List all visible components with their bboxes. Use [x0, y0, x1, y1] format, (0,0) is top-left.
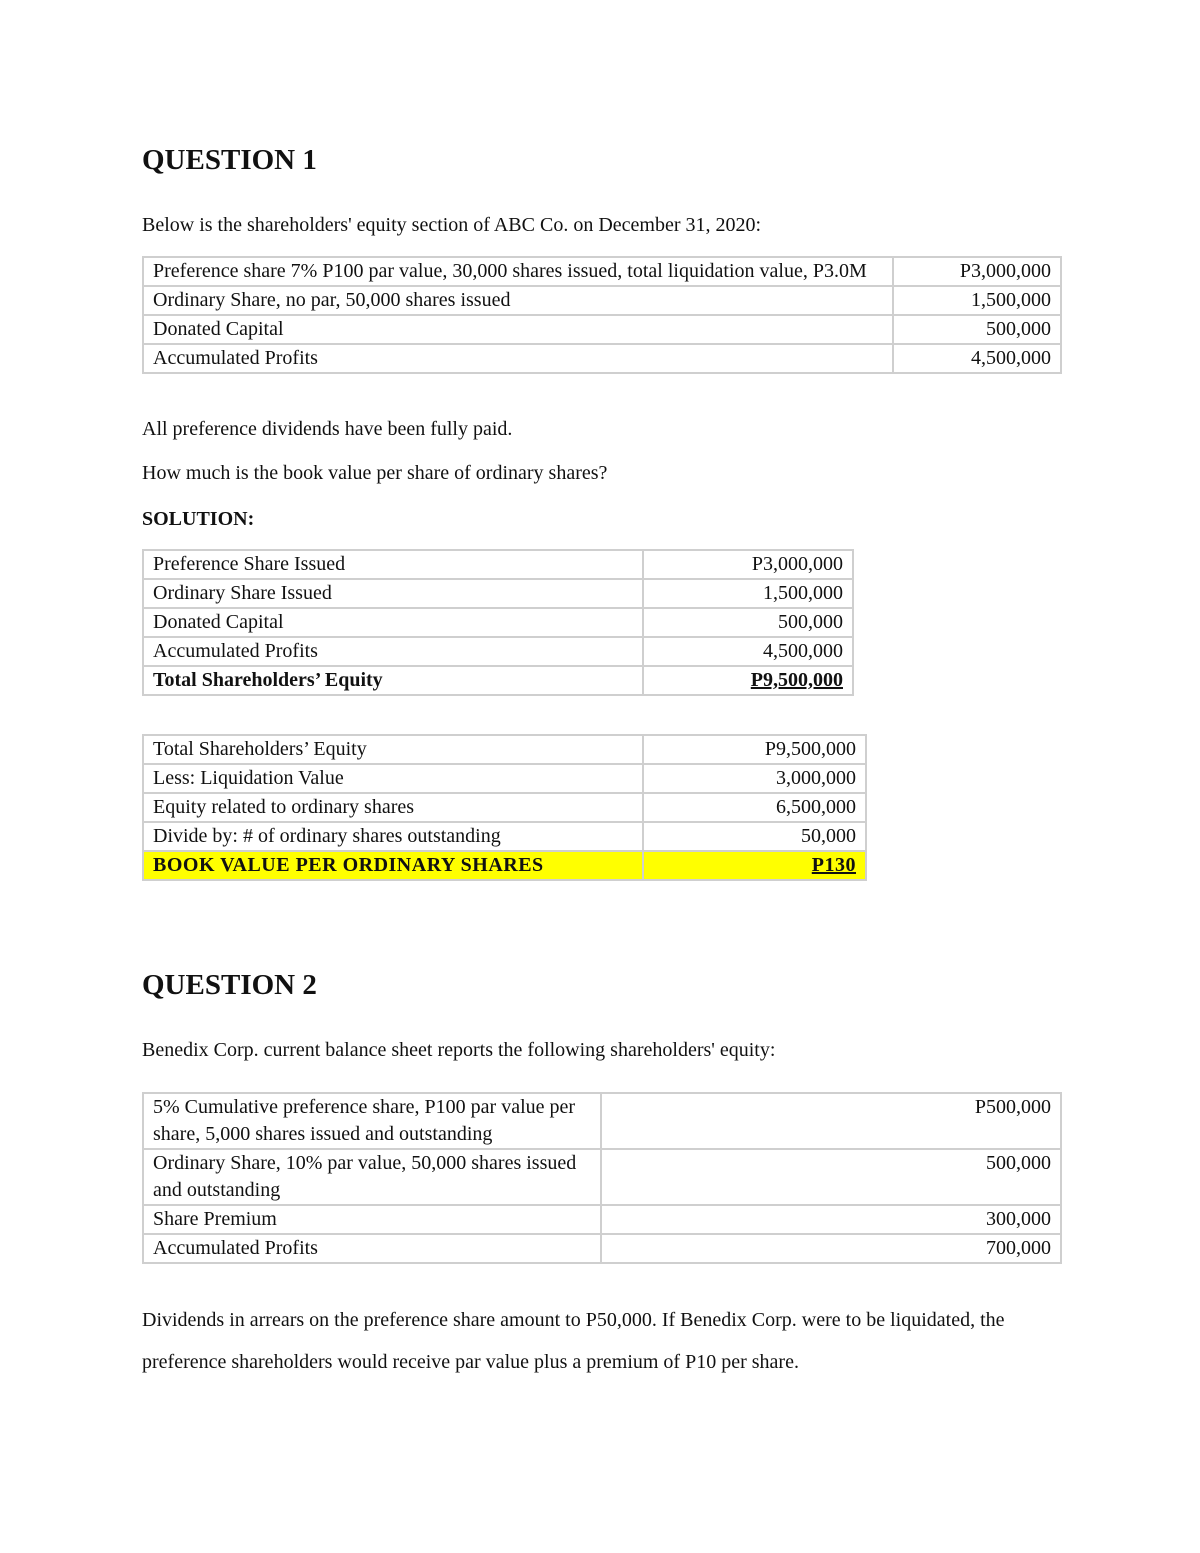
table-row — [143, 764, 866, 793]
table-row — [143, 579, 853, 608]
table-row — [143, 1205, 1061, 1234]
table-row — [143, 1093, 1061, 1149]
row-label: Accumulated Profits — [143, 344, 893, 373]
table-row — [143, 315, 1061, 344]
row-value: P3,000,000 — [643, 550, 853, 579]
row-value: 500,000 — [893, 315, 1061, 344]
row-value: P3,000,000 — [893, 257, 1061, 286]
row-value: P9,500,000 — [643, 735, 866, 764]
table-row — [143, 1234, 1061, 1263]
book-value-answer: P130 — [643, 851, 866, 880]
q2-paragraph: Dividends in arrears on the preference share amount to P50,000. If Benedix Corp. were to be liquidated, the preference shareholders would receive par value plus a premium of P10 per share. — [142, 1309, 1005, 1373]
question-1-intro: Below is the shareholders' equity section of ABC Co. on December 31, 2020: — [142, 214, 762, 236]
row-label: Donated Capital — [143, 315, 893, 344]
row-label: 5% Cumulative preference share, P100 par value per share, 5,000 shares issued and outstanding — [143, 1093, 601, 1149]
row-label: Preference Share Issued — [143, 550, 643, 579]
row-label: Ordinary Share Issued — [143, 579, 643, 608]
row-label: Equity related to ordinary shares — [143, 793, 643, 822]
row-value: P500,000 — [601, 1093, 1061, 1149]
table-row — [143, 286, 1061, 315]
row-value: 3,000,000 — [643, 764, 866, 793]
row-label: Accumulated Profits — [143, 1234, 601, 1263]
table-row — [143, 735, 866, 764]
table-row — [143, 822, 866, 851]
row-label: Total Shareholders’ Equity — [143, 735, 643, 764]
solution-table-1 — [142, 549, 854, 696]
table-row — [143, 666, 853, 695]
q2-equity-table — [142, 1092, 1062, 1264]
highlight-row — [143, 851, 866, 880]
row-value: 1,500,000 — [643, 579, 853, 608]
row-value: 300,000 — [601, 1205, 1061, 1234]
q1-equity-table — [142, 256, 1062, 374]
row-value: 500,000 — [601, 1149, 1061, 1205]
table-row — [143, 344, 1061, 373]
row-label: Donated Capital — [143, 608, 643, 637]
table-row — [143, 257, 1061, 286]
row-label: Less: Liquidation Value — [143, 764, 643, 793]
table-row — [143, 550, 853, 579]
row-value: 500,000 — [643, 608, 853, 637]
total-label: Total Shareholders’ Equity — [143, 666, 643, 695]
book-value-label: BOOK VALUE PER ORDINARY SHARES — [143, 851, 643, 880]
table-row — [143, 608, 853, 637]
row-label: Ordinary Share, 10% par value, 50,000 shares issued and outstanding — [143, 1149, 601, 1205]
row-label: Ordinary Share, no par, 50,000 shares issued — [143, 286, 893, 315]
solution-table-2 — [142, 734, 867, 881]
table-row — [143, 793, 866, 822]
row-value: 1,500,000 — [893, 286, 1061, 315]
question-2-heading: QUESTION 2 — [142, 969, 317, 1001]
question-1-heading: QUESTION 1 — [142, 144, 317, 176]
table-row — [143, 637, 853, 666]
row-label: Accumulated Profits — [143, 637, 643, 666]
question-2-intro: Benedix Corp. current balance sheet reports the following shareholders' equity: — [142, 1039, 776, 1061]
row-label: Share Premium — [143, 1205, 601, 1234]
row-label: Divide by: # of ordinary shares outstanding — [143, 822, 643, 851]
row-value: 6,500,000 — [643, 793, 866, 822]
q1-question: How much is the book value per share of ordinary shares? — [142, 462, 608, 484]
total-value: P9,500,000 — [643, 666, 853, 695]
row-label: Preference share 7% P100 par value, 30,000 shares issued, total liquidation value, P3.0M — [143, 257, 893, 286]
row-value: 4,500,000 — [893, 344, 1061, 373]
row-value: 50,000 — [643, 822, 866, 851]
q1-note: All preference dividends have been fully paid. — [142, 418, 513, 440]
table-row — [143, 1149, 1061, 1205]
row-value: 700,000 — [601, 1234, 1061, 1263]
solution-label: SOLUTION: — [142, 508, 255, 530]
row-value: 4,500,000 — [643, 637, 853, 666]
